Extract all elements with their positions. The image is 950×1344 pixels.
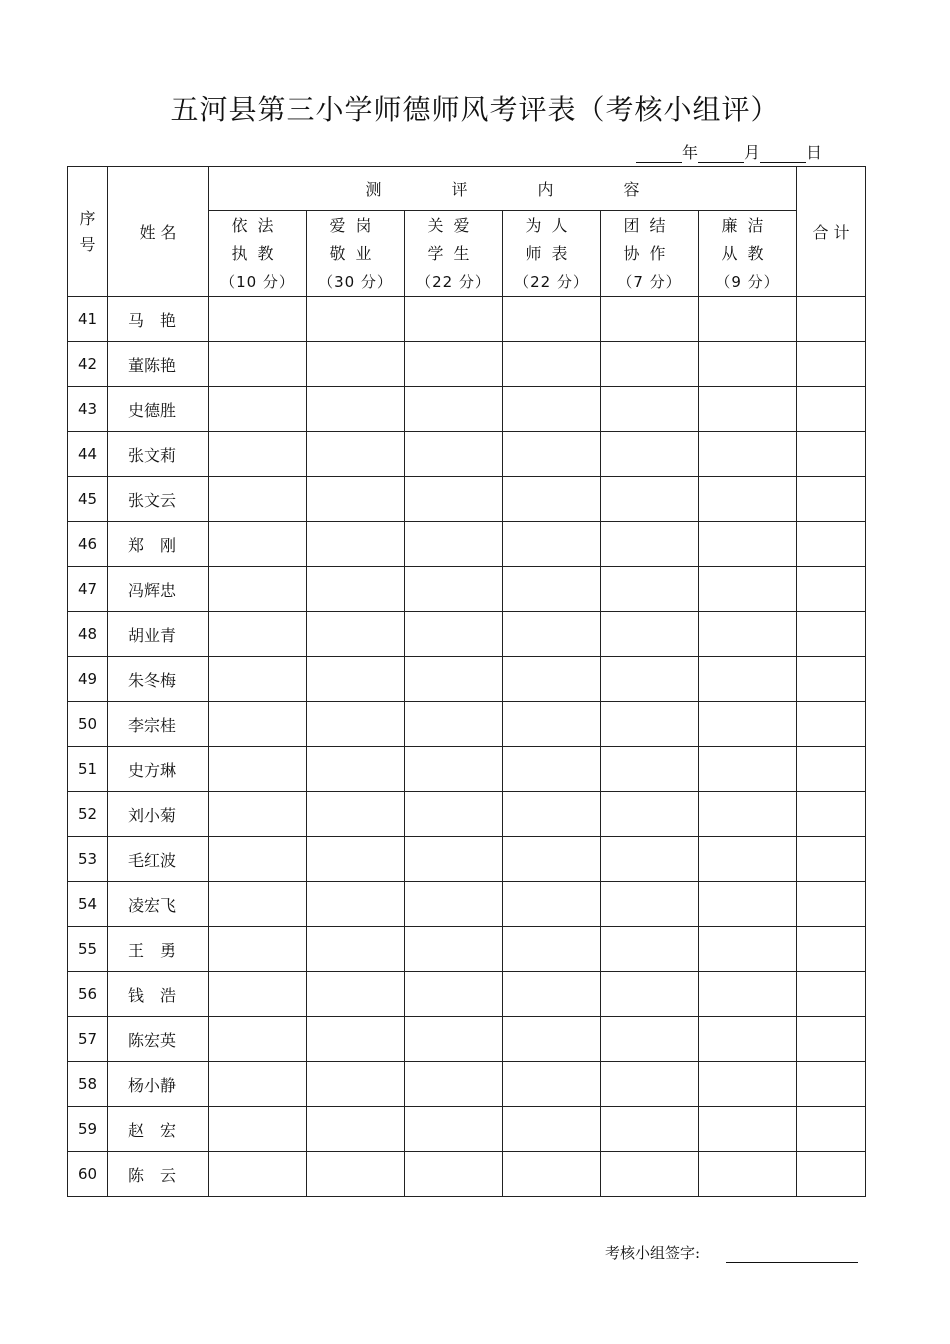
year-blank[interactable]	[636, 144, 682, 163]
score-cell[interactable]	[699, 297, 797, 342]
score-cell[interactable]	[601, 342, 699, 387]
total-cell[interactable]	[797, 1017, 866, 1062]
score-cell[interactable]	[209, 882, 307, 927]
row-seq: 57	[68, 1017, 108, 1062]
score-cell[interactable]	[307, 1107, 405, 1152]
row-name: 王 勇	[108, 927, 209, 972]
score-cell[interactable]	[503, 792, 601, 837]
score-cell[interactable]	[209, 1152, 307, 1197]
table-row	[68, 1017, 866, 1062]
total-header-label: 合 计	[812, 223, 850, 242]
total-cell[interactable]	[797, 792, 866, 837]
score-cell[interactable]	[699, 567, 797, 612]
seq-header-label: 序号	[79, 208, 96, 254]
row-seq: 52	[68, 792, 108, 837]
total-cell[interactable]	[797, 972, 866, 1017]
score-cell[interactable]	[209, 927, 307, 972]
score-cell[interactable]	[699, 342, 797, 387]
score-cell[interactable]	[503, 747, 601, 792]
total-cell[interactable]	[797, 522, 866, 567]
category-score: （10 分）	[220, 272, 295, 291]
score-cell[interactable]	[699, 1017, 797, 1062]
total-cell[interactable]	[797, 657, 866, 702]
score-cell[interactable]	[601, 432, 699, 477]
score-cell[interactable]	[601, 882, 699, 927]
day-blank[interactable]	[760, 144, 806, 163]
score-cell[interactable]	[405, 657, 503, 702]
category-line2: 学生	[427, 243, 480, 263]
signature-label: 考核小组签字:	[605, 1244, 701, 1262]
score-cell[interactable]	[699, 702, 797, 747]
row-seq: 41	[68, 297, 108, 342]
score-cell[interactable]	[405, 342, 503, 387]
score-cell[interactable]	[405, 477, 503, 522]
table-row	[68, 387, 866, 432]
category-line2: 敬业	[329, 243, 382, 263]
score-cell[interactable]	[405, 1017, 503, 1062]
score-cell[interactable]	[503, 522, 601, 567]
score-cell[interactable]	[503, 432, 601, 477]
score-cell[interactable]	[307, 1017, 405, 1062]
score-cell[interactable]	[209, 972, 307, 1017]
table-row	[68, 567, 866, 612]
seq-header	[68, 167, 108, 297]
score-cell[interactable]	[405, 927, 503, 972]
category-line2: 从教	[721, 243, 774, 263]
table-row	[68, 342, 866, 387]
row-seq: 44	[68, 432, 108, 477]
score-cell[interactable]	[503, 297, 601, 342]
row-name: 冯辉忠	[108, 567, 209, 612]
score-cell[interactable]	[601, 927, 699, 972]
table-row	[68, 657, 866, 702]
score-cell[interactable]	[209, 297, 307, 342]
year-label: 年	[681, 143, 698, 162]
category-line1: 为人	[525, 215, 578, 235]
score-cell[interactable]	[209, 522, 307, 567]
score-cell[interactable]	[601, 612, 699, 657]
name-header-label: 姓 名	[139, 223, 177, 242]
score-cell[interactable]	[601, 1152, 699, 1197]
score-cell[interactable]	[405, 567, 503, 612]
category-line1: 关爱	[427, 215, 480, 235]
score-cell[interactable]	[699, 747, 797, 792]
score-cell[interactable]	[405, 702, 503, 747]
score-cell[interactable]	[601, 477, 699, 522]
month-blank[interactable]	[698, 144, 744, 163]
row-name: 陈 云	[108, 1152, 209, 1197]
table-row	[68, 1062, 866, 1107]
score-cell[interactable]	[405, 432, 503, 477]
row-name: 钱 浩	[108, 972, 209, 1017]
score-cell[interactable]	[307, 792, 405, 837]
total-cell[interactable]	[797, 882, 866, 927]
score-cell[interactable]	[405, 972, 503, 1017]
score-cell[interactable]	[307, 927, 405, 972]
score-cell[interactable]	[209, 702, 307, 747]
score-cell[interactable]	[503, 927, 601, 972]
score-cell[interactable]	[699, 432, 797, 477]
score-cell[interactable]	[503, 972, 601, 1017]
row-name: 张文莉	[108, 432, 209, 477]
row-name: 朱冬梅	[108, 657, 209, 702]
score-cell[interactable]	[699, 657, 797, 702]
score-cell[interactable]	[503, 702, 601, 747]
score-cell[interactable]	[405, 1062, 503, 1107]
score-cell[interactable]	[209, 477, 307, 522]
total-cell[interactable]	[797, 387, 866, 432]
total-cell[interactable]	[797, 477, 866, 522]
score-cell[interactable]	[209, 567, 307, 612]
row-name: 董陈艳	[108, 342, 209, 387]
content-header	[209, 167, 797, 211]
row-name: 凌宏飞	[108, 882, 209, 927]
score-cell[interactable]	[503, 387, 601, 432]
row-seq: 45	[68, 477, 108, 522]
total-cell[interactable]	[797, 927, 866, 972]
table-row	[68, 1107, 866, 1152]
score-cell[interactable]	[405, 1152, 503, 1197]
score-cell[interactable]	[307, 1062, 405, 1107]
score-cell[interactable]	[307, 1152, 405, 1197]
score-cell[interactable]	[503, 1152, 601, 1197]
table-row	[68, 1152, 866, 1197]
table-row	[68, 972, 866, 1017]
score-cell[interactable]	[307, 567, 405, 612]
table-row	[68, 882, 866, 927]
table-row	[68, 432, 866, 477]
score-cell[interactable]	[209, 612, 307, 657]
total-header	[797, 167, 866, 297]
category-header	[601, 211, 699, 297]
total-cell[interactable]	[797, 1152, 866, 1197]
score-cell[interactable]	[601, 837, 699, 882]
score-cell[interactable]	[601, 747, 699, 792]
score-cell[interactable]	[601, 792, 699, 837]
category-line1: 廉洁	[721, 215, 774, 235]
row-seq: 60	[68, 1152, 108, 1197]
table-row	[68, 837, 866, 882]
category-score: （22 分）	[514, 272, 589, 291]
row-name: 陈宏英	[108, 1017, 209, 1062]
category-header	[405, 211, 503, 297]
category-header	[307, 211, 405, 297]
score-cell[interactable]	[307, 297, 405, 342]
table-row	[68, 612, 866, 657]
score-cell[interactable]	[405, 387, 503, 432]
row-seq: 50	[68, 702, 108, 747]
score-cell[interactable]	[503, 477, 601, 522]
row-name: 赵 宏	[108, 1107, 209, 1152]
score-cell[interactable]	[307, 972, 405, 1017]
row-seq: 51	[68, 747, 108, 792]
score-cell[interactable]	[503, 567, 601, 612]
signature-line	[605, 1242, 858, 1263]
row-name: 胡业青	[108, 612, 209, 657]
category-score: （30 分）	[318, 272, 393, 291]
row-seq: 58	[68, 1062, 108, 1107]
content-header-char: 评	[451, 180, 468, 199]
row-seq: 43	[68, 387, 108, 432]
total-cell[interactable]	[797, 432, 866, 477]
row-name: 毛红波	[108, 837, 209, 882]
content-header-char: 内	[537, 180, 554, 199]
row-seq: 46	[68, 522, 108, 567]
category-line1: 团结	[623, 215, 676, 235]
score-cell[interactable]	[405, 1107, 503, 1152]
score-cell[interactable]	[405, 522, 503, 567]
score-cell[interactable]	[307, 837, 405, 882]
score-cell[interactable]	[209, 1107, 307, 1152]
score-cell[interactable]	[601, 567, 699, 612]
score-cell[interactable]	[307, 882, 405, 927]
total-cell[interactable]	[797, 1107, 866, 1152]
row-seq: 47	[68, 567, 108, 612]
content-header-char: 测	[365, 180, 382, 199]
total-cell[interactable]	[797, 1062, 866, 1107]
score-cell[interactable]	[307, 342, 405, 387]
score-cell[interactable]	[307, 387, 405, 432]
table-row	[68, 792, 866, 837]
category-line2: 执教	[231, 243, 284, 263]
category-line2: 协作	[623, 243, 676, 263]
row-name: 郑 刚	[108, 522, 209, 567]
table-row	[68, 522, 866, 567]
evaluation-table	[67, 166, 866, 1197]
score-cell[interactable]	[307, 657, 405, 702]
score-cell[interactable]	[405, 612, 503, 657]
month-label: 月	[743, 143, 760, 162]
total-cell[interactable]	[797, 837, 866, 882]
score-cell[interactable]	[699, 1107, 797, 1152]
score-cell[interactable]	[405, 792, 503, 837]
score-cell[interactable]	[601, 1017, 699, 1062]
score-cell[interactable]	[503, 837, 601, 882]
score-cell[interactable]	[601, 972, 699, 1017]
row-name: 马 艳	[108, 297, 209, 342]
score-cell[interactable]	[209, 1017, 307, 1062]
category-score: （7 分）	[617, 272, 682, 291]
score-cell[interactable]	[307, 747, 405, 792]
row-name: 张文云	[108, 477, 209, 522]
category-header	[699, 211, 797, 297]
score-cell[interactable]	[601, 1107, 699, 1152]
row-name: 史方琳	[108, 747, 209, 792]
score-cell[interactable]	[503, 657, 601, 702]
score-cell[interactable]	[405, 837, 503, 882]
row-seq: 48	[68, 612, 108, 657]
score-cell[interactable]	[699, 522, 797, 567]
score-cell[interactable]	[405, 882, 503, 927]
table-row	[68, 927, 866, 972]
row-seq: 59	[68, 1107, 108, 1152]
score-cell[interactable]	[503, 882, 601, 927]
row-seq: 54	[68, 882, 108, 927]
row-seq: 49	[68, 657, 108, 702]
category-score: （9 分）	[715, 272, 780, 291]
total-cell[interactable]	[797, 567, 866, 612]
score-cell[interactable]	[503, 1017, 601, 1062]
score-cell[interactable]	[503, 612, 601, 657]
category-line1: 依法	[231, 215, 284, 235]
score-cell[interactable]	[503, 342, 601, 387]
row-seq: 55	[68, 927, 108, 972]
score-cell[interactable]	[601, 1062, 699, 1107]
score-cell[interactable]	[209, 432, 307, 477]
row-name: 李宗桂	[108, 702, 209, 747]
score-cell[interactable]	[503, 1107, 601, 1152]
score-cell[interactable]	[699, 477, 797, 522]
score-cell[interactable]	[699, 1152, 797, 1197]
table-body	[68, 297, 866, 1197]
score-cell[interactable]	[405, 747, 503, 792]
score-cell[interactable]	[601, 702, 699, 747]
score-cell[interactable]	[699, 837, 797, 882]
score-cell[interactable]	[601, 297, 699, 342]
content-header-char: 容	[623, 180, 640, 199]
score-cell[interactable]	[209, 837, 307, 882]
category-line2: 师表	[525, 243, 578, 263]
score-cell[interactable]	[209, 792, 307, 837]
category-score: （22 分）	[416, 272, 491, 291]
date-line	[636, 140, 822, 163]
total-cell[interactable]	[797, 612, 866, 657]
score-cell[interactable]	[307, 432, 405, 477]
score-cell[interactable]	[209, 747, 307, 792]
table-row	[68, 702, 866, 747]
row-seq: 56	[68, 972, 108, 1017]
table-row	[68, 297, 866, 342]
table-row	[68, 477, 866, 522]
score-cell[interactable]	[699, 972, 797, 1017]
score-cell[interactable]	[209, 387, 307, 432]
total-cell[interactable]	[797, 702, 866, 747]
row-name: 杨小静	[108, 1062, 209, 1107]
row-name: 刘小菊	[108, 792, 209, 837]
signature-blank[interactable]	[726, 1246, 858, 1263]
score-cell[interactable]	[209, 1062, 307, 1107]
score-cell[interactable]	[307, 522, 405, 567]
score-cell[interactable]	[699, 387, 797, 432]
score-cell[interactable]	[699, 927, 797, 972]
score-cell[interactable]	[699, 792, 797, 837]
score-cell[interactable]	[307, 702, 405, 747]
score-cell[interactable]	[601, 387, 699, 432]
name-header	[108, 167, 209, 297]
row-seq: 53	[68, 837, 108, 882]
score-cell[interactable]	[699, 882, 797, 927]
score-cell[interactable]	[699, 1062, 797, 1107]
row-seq: 42	[68, 342, 108, 387]
day-label: 日	[805, 143, 822, 162]
total-cell[interactable]	[797, 342, 866, 387]
score-cell[interactable]	[503, 1062, 601, 1107]
score-cell[interactable]	[307, 612, 405, 657]
total-cell[interactable]	[797, 297, 866, 342]
row-name: 史德胜	[108, 387, 209, 432]
total-cell[interactable]	[797, 747, 866, 792]
category-header	[503, 211, 601, 297]
score-cell[interactable]	[209, 342, 307, 387]
category-line1: 爱岗	[329, 215, 382, 235]
page-title: 五河县第三小学师德师风考评表（考核小组评）	[170, 93, 780, 126]
score-cell[interactable]	[699, 612, 797, 657]
category-header	[209, 211, 307, 297]
score-cell[interactable]	[601, 657, 699, 702]
score-cell[interactable]	[601, 522, 699, 567]
table-row	[68, 747, 866, 792]
score-cell[interactable]	[405, 297, 503, 342]
score-cell[interactable]	[209, 657, 307, 702]
score-cell[interactable]	[307, 477, 405, 522]
